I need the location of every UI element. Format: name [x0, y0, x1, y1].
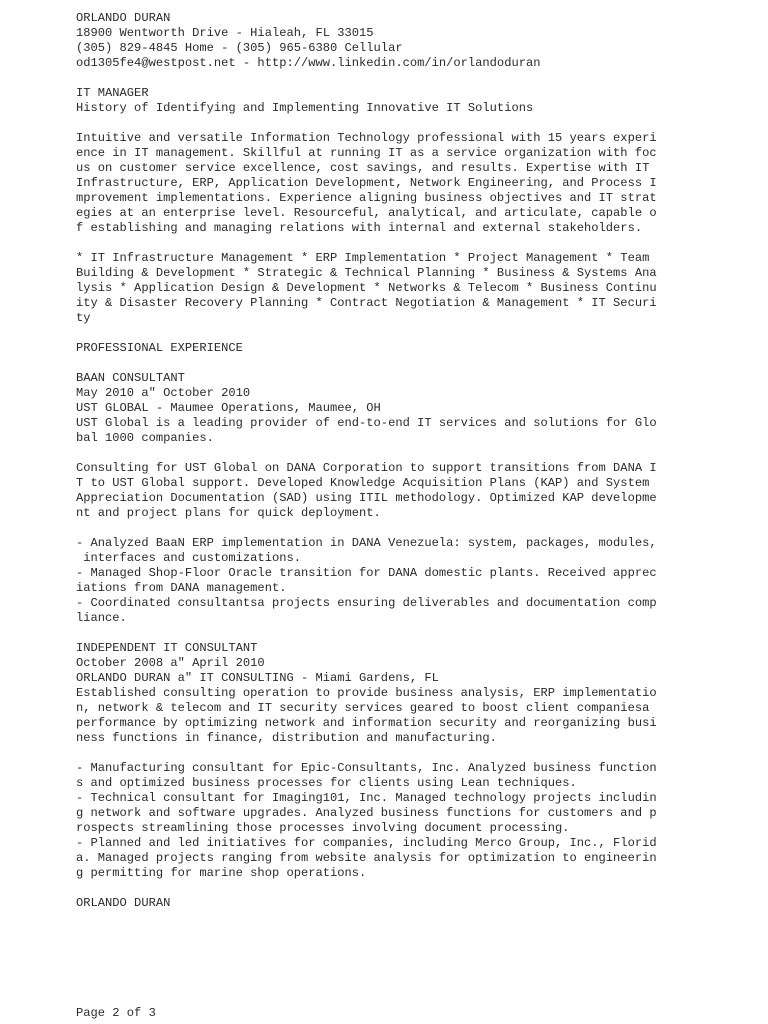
text-line: Appreciation Documentation (SAD) using ITIL methodology. Optimized KAP developme [76, 491, 657, 505]
text-line [76, 236, 736, 251]
text-line [76, 356, 736, 371]
text-line: BAAN CONSULTANT [76, 371, 185, 385]
text-line: IT MANAGER [76, 86, 149, 100]
text-line: - Analyzed BaaN ERP implementation in DANA Venezuela: system, packages, modules, [76, 536, 657, 550]
text-line [76, 116, 736, 131]
text-line: lysis * Application Design & Development * Networks & Telecom * Business Continu [76, 281, 657, 295]
text-line: ity & Disaster Recovery Planning * Contract Negotiation & Management * IT Securi [76, 296, 657, 310]
text-line: (305) 829-4845 Home - (305) 965-6380 Cellular [76, 41, 403, 55]
text-line: egies at an enterprise level. Resourceful, analytical, and articulate, capable o [76, 206, 657, 220]
text-line: a. Managed projects ranging from website analysis for optimization to engineerin [76, 851, 657, 865]
text-line [76, 626, 736, 641]
text-line: ty [76, 311, 91, 325]
text-line: us on customer service excellence, cost savings, and results. Expertise with IT [76, 161, 650, 175]
text-line: n, network & telecom and IT security services geared to boost client companiesa [76, 701, 650, 715]
text-line: - Technical consultant for Imaging101, Inc. Managed technology projects includin [76, 791, 657, 805]
text-line: - Coordinated consultantsa projects ensuring deliverables and documentation comp [76, 596, 657, 610]
text-line: October 2008 a" April 2010 [76, 656, 265, 670]
text-line: rospects streamlining those processes involving document processing. [76, 821, 570, 835]
text-line [76, 521, 736, 536]
text-line: Consulting for UST Global on DANA Corporation to support transitions from DANA I [76, 461, 657, 475]
text-line: INDEPENDENT IT CONSULTANT [76, 641, 258, 655]
text-line: UST Global is a leading provider of end-to-end IT services and solutions for Glo [76, 416, 657, 430]
text-line: - Manufacturing consultant for Epic-Consultants, Inc. Analyzed business function [76, 761, 657, 775]
text-line: od1305fe4@westpost.net - http://www.linkedin.com/in/orlandoduran [76, 56, 541, 70]
text-line: May 2010 a" October 2010 [76, 386, 251, 400]
text-line: Infrastructure, ERP, Application Development, Network Engineering, and Process I [76, 176, 657, 190]
text-line: ness functions in finance, distribution and manufacturing. [76, 731, 497, 745]
text-line: * IT Infrastructure Management * ERP Implementation * Project Management * Team [76, 251, 650, 265]
text-line: T to UST Global support. Developed Knowledge Acquisition Plans (KAP) and System [76, 476, 650, 490]
text-line: ence in IT management. Skillful at running IT as a service organization with foc [76, 146, 657, 160]
text-line: g permitting for marine shop operations. [76, 866, 367, 880]
text-line: s and optimized business processes for clients using Lean techniques. [76, 776, 577, 790]
text-line [76, 881, 736, 896]
text-line: - Planned and led initiatives for companies, including Merco Group, Inc., Florid [76, 836, 657, 850]
text-line: g network and software upgrades. Analyzed business functions for customers and p [76, 806, 657, 820]
text-line: ORLANDO DURAN a" IT CONSULTING - Miami Gardens, FL [76, 671, 439, 685]
text-line: liance. [76, 611, 127, 625]
text-line: Intuitive and versatile Information Technology professional with 15 years experi [76, 131, 657, 145]
text-line: ORLANDO DURAN [76, 11, 171, 25]
text-line: mprovement implementations. Experience aligning business objectives and IT strat [76, 191, 657, 205]
text-line [76, 71, 736, 86]
text-line: interfaces and customizations. [76, 551, 301, 565]
text-line [76, 446, 736, 461]
text-line: ORLANDO DURAN [76, 896, 171, 910]
text-line: iations from DANA management. [76, 581, 287, 595]
text-line: Established consulting operation to provide business analysis, ERP implementatio [76, 686, 657, 700]
text-line: PROFESSIONAL EXPERIENCE [76, 341, 243, 355]
text-line: UST GLOBAL - Maumee Operations, Maumee, OH [76, 401, 381, 415]
text-line: History of Identifying and Implementing Innovative IT Solutions [76, 101, 534, 115]
text-line [76, 326, 736, 341]
text-line: bal 1000 companies. [76, 431, 214, 445]
text-line [76, 746, 736, 761]
resume-page-text [76, 11, 736, 911]
text-line: Building & Development * Strategic & Technical Planning * Business & Systems Ana [76, 266, 657, 280]
text-line: f establishing and managing relations with internal and external stakeholders. [76, 221, 643, 235]
page-number: Page 2 of 3 [76, 1006, 156, 1020]
text-line: - Managed Shop-Floor Oracle transition for DANA domestic plants. Received apprec [76, 566, 657, 580]
text-line: 18900 Wentworth Drive - Hialeah, FL 33015 [76, 26, 374, 40]
text-line: performance by optimizing network and information security and reorganizing busi [76, 716, 657, 730]
text-line: nt and project plans for quick deployment. [76, 506, 381, 520]
